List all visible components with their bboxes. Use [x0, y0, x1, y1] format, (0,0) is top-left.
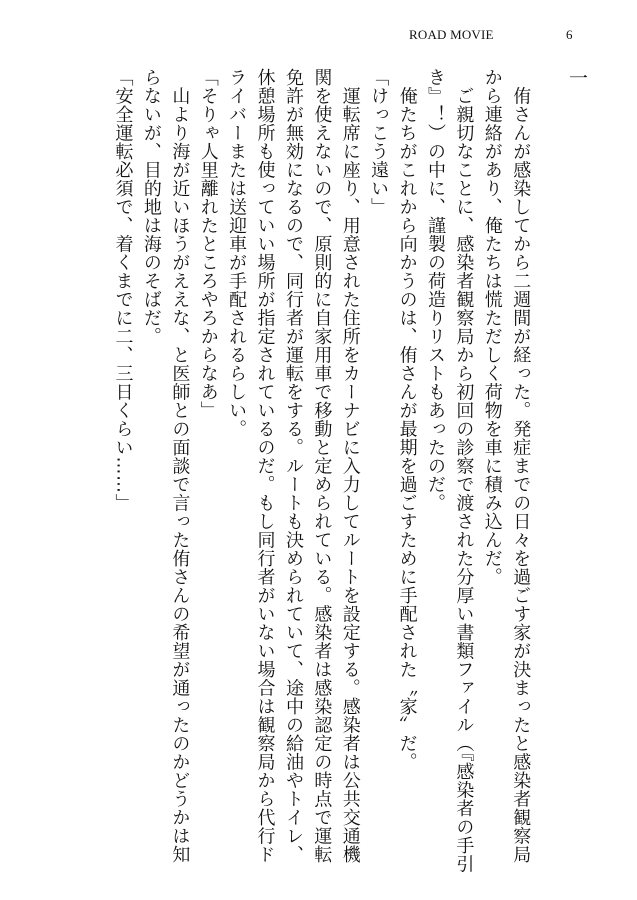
body-text: [91, 68, 591, 878]
paragraph: 俺たちがこれから向かうのは、侑さんが最期を過ごすために手配された〝家〟だ。: [396, 68, 418, 771]
chapter-number: 一: [566, 68, 588, 88]
dialogue: 「安全運転必須で、着くまでに二、三日くらい……」: [112, 68, 134, 512]
paragraph: 山より海が近いほうがええな、と医師との面談で言った侑さんの希望が通ったのかどうかは知らないが、目的地は海のそばだ。: [140, 68, 191, 864]
paragraph: ご親切なことに、感染者観察局から初回の診察で渡された分厚い書類ファイル（『感染者の手引き』！）の中に、謹製の荷造りリストもあったのだ。: [424, 68, 475, 873]
dialogue: 「けっこう遠い」: [368, 68, 390, 216]
running-title: ROAD MOVIE: [409, 27, 494, 42]
dialogue: 「そりゃ人里離れたところやろからなあ」: [197, 68, 219, 420]
paragraph: 侑さんが感染してから二週間が経った。発症までの日々を過ごす家が決まったと感染者観察局から連絡があり、俺たちは慌ただしく荷物を車に積み込んだ。: [481, 68, 532, 864]
paragraph: 運転席に座り、用意された住所をカーナビに入力してルートを設定する。感染者は公共交通機関を使えないので、原則的に自家用車で移動と定められている。感染者は感染認定の時点で運転免許が無効になるので、同行者が運転をする。ルートも決められていて、途中の給油やトイレ、休憩場所も使っていい場所が指定されているのだ。もし同行者がいない場合は観察局から代行ドライバーまたは送迎車が手配されるらしい。: [226, 68, 361, 864]
page-number: 6: [566, 27, 573, 42]
